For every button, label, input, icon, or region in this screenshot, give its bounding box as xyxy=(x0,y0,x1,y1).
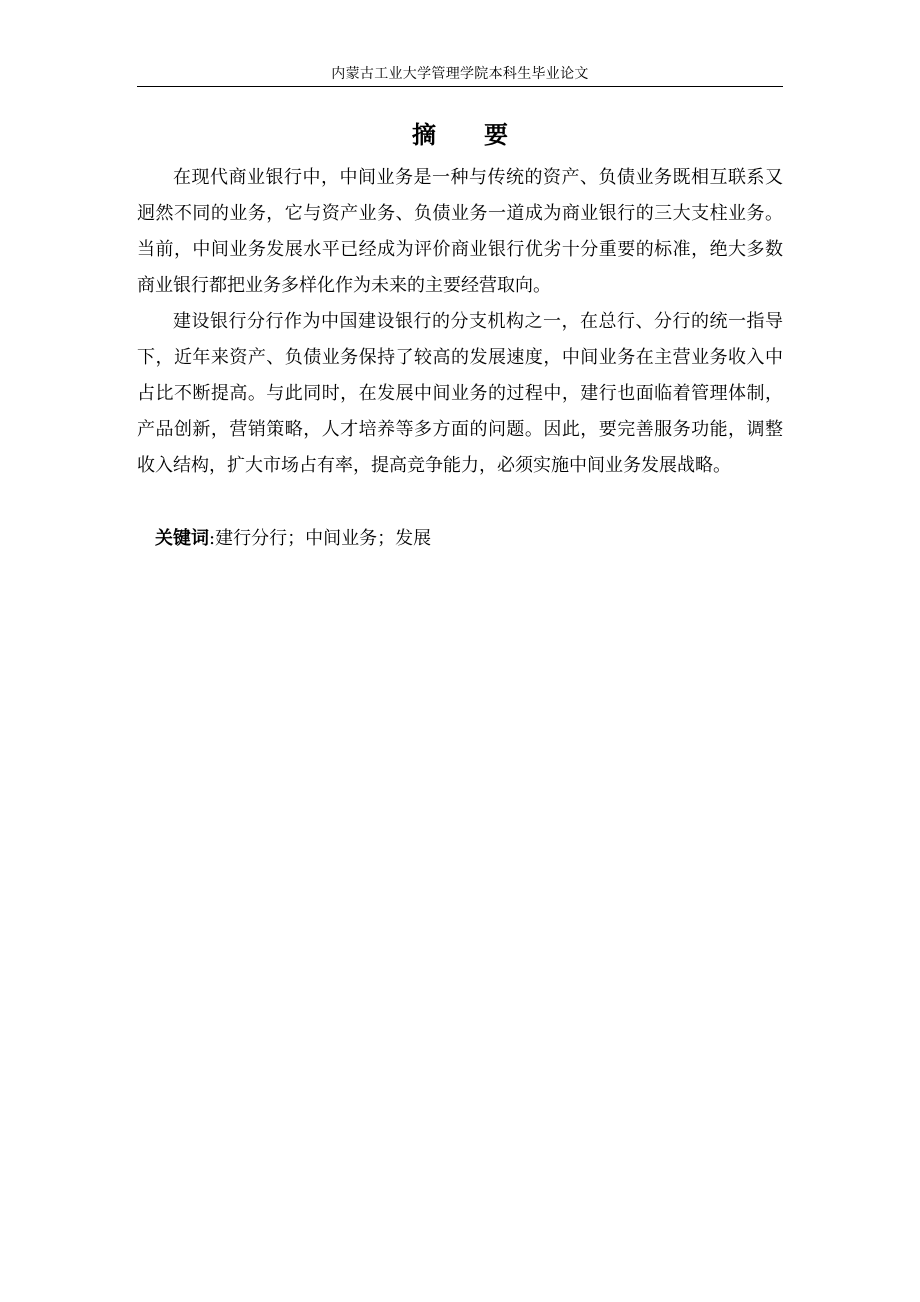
keywords-line xyxy=(155,524,783,554)
abstract-paragraph-1: 在现代商业银行中，中间业务是一种与传统的资产、负债业务既相互联系又迥然不同的业务，它与资产业务、负债业务一道成为商业银行的三大支柱业务。当前，中间业务发展水平已经成为评价商业银行优劣十分重要的标准，绝大多数商业银行都把业务多样化作为未来的主要经营取向。 xyxy=(137,167,783,296)
abstract-paragraph-2: 建设银行分行作为中国建设银行的分支机构之一，在总行、分行的统一指导下，近年来资产、负债业务保持了较高的发展速度，中间业务在主营业务收入中占比不断提高。与此同时，在发展中间业务的过程中，建行也面临着管理体制，产品创新，营销策略，人才培养等多方面的问题。因此，要完善服务功能，调整收入结构，扩大市场占有率，提高竞争能力，必须实施中间业务发展战略。 xyxy=(137,311,783,476)
keywords-value: 建行分行；中间业务；发展 xyxy=(215,528,432,549)
keywords-separator: : xyxy=(209,528,216,549)
keywords-label: 关键词 xyxy=(155,528,209,549)
abstract-body xyxy=(137,160,783,484)
running-header: 内蒙古工业大学管理学院本科生毕业论文 xyxy=(331,66,589,82)
header-rule xyxy=(137,86,783,87)
abstract-title: 摘要 xyxy=(412,121,556,149)
